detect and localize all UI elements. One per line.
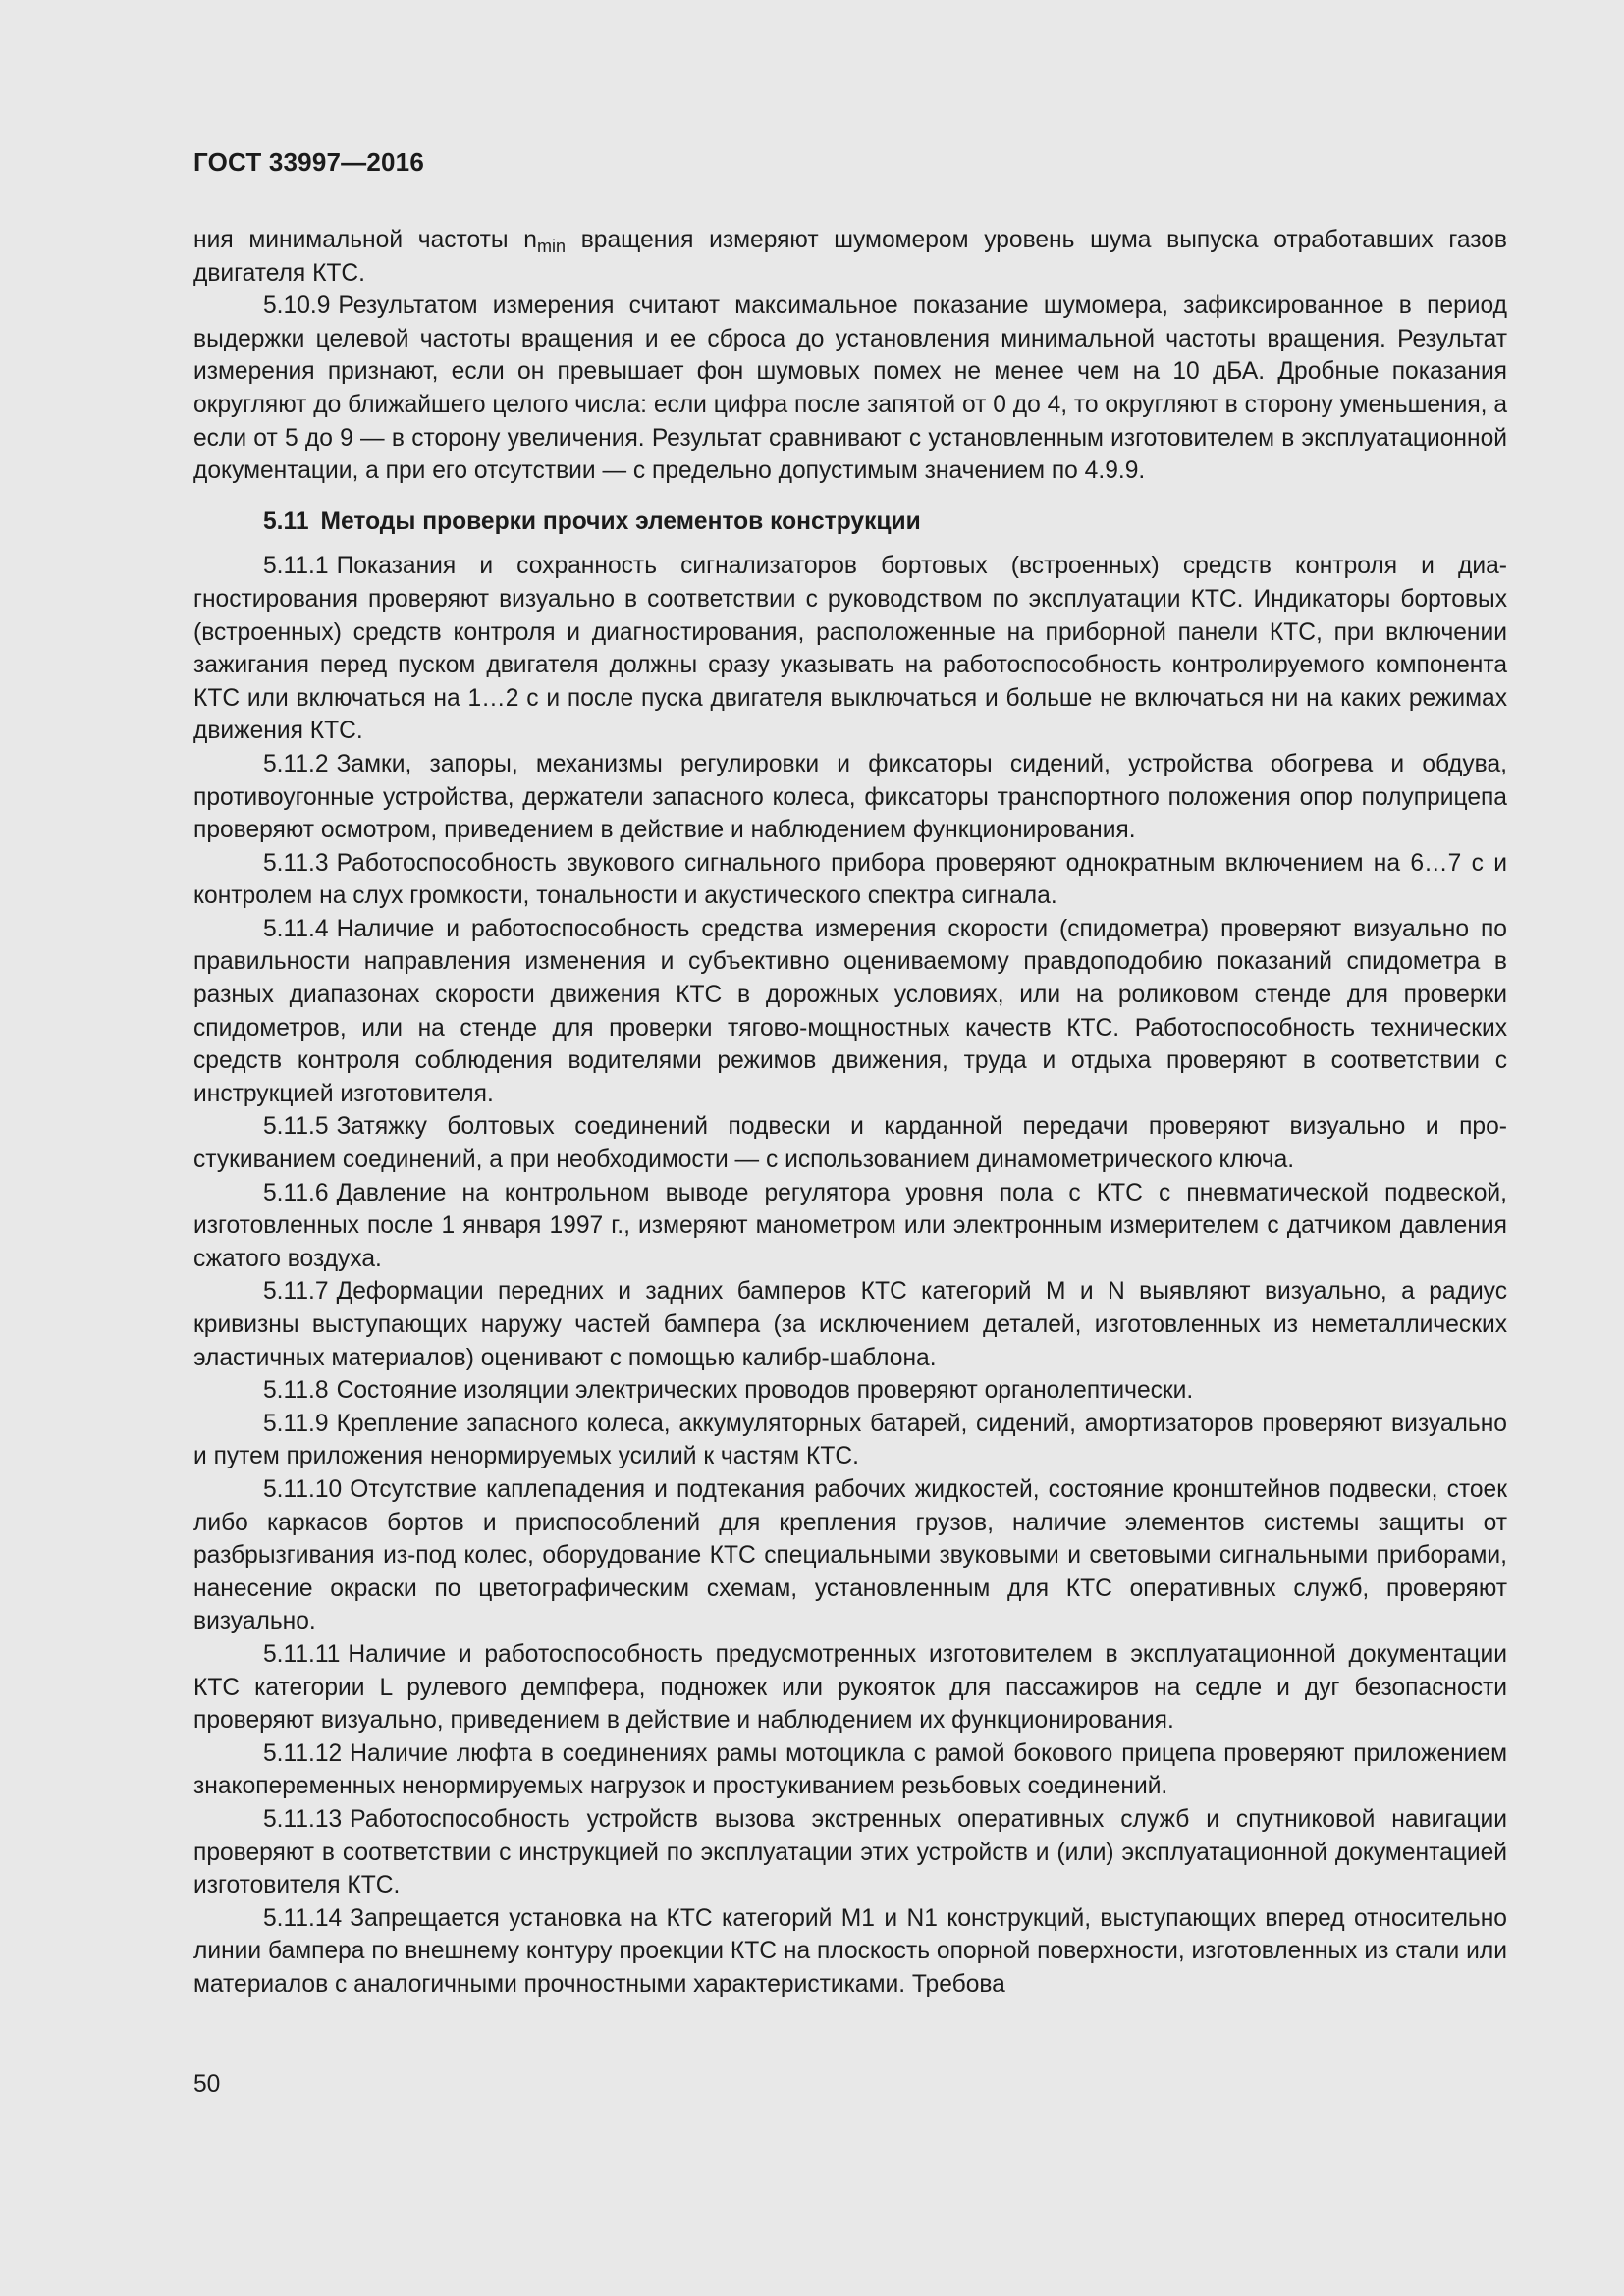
clause-text: Результатом измерения считают максимальное показание шумомера, зафиксированное в период выдержки целевой частоты вращения и ее сброса до установления минимальной частоты вращения. Результат измерения признают, если он превышает фон шумовых помех не менее чем на 10 дБА. Дробные показания округляют до ближайшего целого числа: если цифра после запятой от 0 до 4, то округляют в сторону уменьшения, а если от 5 до 9 — в сторону увеличения. Результат сравнивают с установленным изготовителем в эксплуатационной документации, а при его отсутствии — с предельно допустимым значением по 4.9.9. <box>193 293 1507 485</box>
page-number: 50 <box>193 2071 221 2098</box>
clause-text: Давление на контрольном выводе регулятора уровня пола с КТС с пневматической подвеской, изготовленных после 1 января 1997 г., измеряют манометром или электронным измерителем с датчиком давления сжатого воздуха. <box>193 1179 1507 1272</box>
clause-number: 5.11.4 <box>263 915 329 942</box>
clause-number: 5.11.10 <box>263 1475 343 1503</box>
clause-text: Деформации передних и задних бамперов КТС категорий М и N выявляют визуально, а радиус кривизны выступающих наружу частей бампера (за исключением деталей, изготовленных из неметаллических эластичных материалов) оценивают с помощью калибр-шаблона. <box>193 1278 1507 1371</box>
paragraph-text-end: вращения измеряют шумомером уровень шума выпуска отработавших газов двигателя КТС. <box>193 227 1507 287</box>
paragraph-text-start: ния минимальной частоты n <box>193 227 537 253</box>
clause-5-11-10 <box>193 1473 1507 1638</box>
clause-5-11-5 <box>193 1110 1507 1176</box>
clause-5-11-1 <box>193 550 1507 748</box>
clause-number: 5.10.9 <box>263 293 331 320</box>
clause-number: 5.11.6 <box>263 1179 329 1206</box>
section-number: 5.11 <box>263 507 309 535</box>
section-heading <box>193 506 1507 539</box>
clause-5-11-9 <box>193 1408 1507 1473</box>
clause-number: 5.11.13 <box>263 1805 343 1833</box>
clause-text: Замки, запоры, механизмы регулировки и фиксаторы сидений, устройства обогрева и обдува, противоугонные устройства, держатели запасного колеса, фиксаторы транспортного положения опор полуприцепа проверяют осмотром, приведением в действие и наблюдением функционирования. <box>193 750 1507 844</box>
section-title: Методы проверки прочих элементов конструкции <box>320 507 921 535</box>
continued-paragraph <box>193 224 1507 290</box>
clause-text: Показания и сохранность сигнализаторов бортовых (встроенных) средств контроля и диагностирования проверяют визуально в соответствии с руководством по эксплуатации КТС. Индикаторы бортовых (встроенных) средств контроля и диагностирования, расположенные на приборной панели КТС, при включении зажигания перед пуском двигателя должны сразу указывать на работоспособность контролируемого компонента КТС или включаться на 1…2 с и после пуска двигателя выключаться и больше не включаться ни на каких режимах движения КТС. <box>193 553 1507 745</box>
clause-5-11-14 <box>193 1902 1507 2002</box>
document-body <box>193 224 1507 2001</box>
clause-5-11-4 <box>193 913 1507 1111</box>
clause-text: Отсутствие каплепадения и подтекания рабочих жидкостей, состояние кронштейнов подвески, стоек либо каркасов бортов и приспособлений для крепления грузов, наличие элементов системы защиты от разбрызгивания из-под колес, оборудование КТС специальными звуковыми и световыми сигнальными приборами, нанесение окраски по цветографическим схемам, установленным для КТС оперативных служб, проверяют визуально. <box>193 1475 1507 1635</box>
clause-number: 5.11.5 <box>263 1113 329 1141</box>
document-header: ГОСТ 33997—2016 <box>193 147 424 177</box>
clause-text: Затяжку болтовых соединений подвески и карданной передачи проверяют визуально и простукиванием соединений, а при необходимости — с использованием динамометрического ключа. <box>193 1113 1507 1174</box>
clause-5-11-8 <box>193 1374 1507 1408</box>
clause-number: 5.11.3 <box>263 849 329 877</box>
clause-number: 5.11.11 <box>263 1640 341 1668</box>
clause-number: 5.11.2 <box>263 750 329 777</box>
clause-5-11-7 <box>193 1275 1507 1374</box>
clause-text: Работоспособность звукового сигнального прибора проверяют однократным включением на 6…7 с и контролем на слух громкости, тональности и акустического спектра сигнала. <box>193 849 1507 910</box>
clause-5-11-11 <box>193 1638 1507 1737</box>
clause-text: Крепление запасного колеса, аккумуляторных батарей, сидений, амортизаторов проверяют визуально и путем приложения ненормируемых усилий к частям КТС. <box>193 1410 1507 1470</box>
clause-text: Наличие и работоспособность предусмотренных изготовителем в эксплуатационной документации КТС категории L рулевого демпфера, подножек или рукояток для пассажиров на седле и дуг безопасности проверяют визуально, приведением в действие и наблюдением их функционирования. <box>193 1640 1507 1735</box>
clause-number: 5.11.7 <box>263 1278 329 1306</box>
clause-5-11-6 <box>193 1177 1507 1276</box>
clause-5-10-9 <box>193 290 1507 488</box>
clause-text: Состояние изоляции электрических проводов проверяют органолептически. <box>336 1377 1194 1405</box>
clause-text: Наличие и работоспособность средства измерения скорости (спидометра) проверяют визуально по правильности направления изменения и субъективно оцениваемому правдоподобию показаний спидометра в разных диапазонах скорости движения КТС в дорожных условиях, или на роликовом стенде для проверки спидометров, или на стенде для проверки тягово-мощностных качеств КТС. Работоспособность технических средств контроля соблюдения водителями режимов движения, труда и отдыха проверяют в соответствии с инструкцией изготовителя. <box>193 915 1507 1107</box>
clause-5-11-13 <box>193 1803 1507 1902</box>
clause-number: 5.11.1 <box>263 553 329 580</box>
clause-number: 5.11.9 <box>263 1410 329 1437</box>
subscript-min: min <box>537 237 567 256</box>
clause-5-11-2 <box>193 748 1507 847</box>
clause-number: 5.11.8 <box>263 1377 329 1405</box>
clause-text: Запрещается установка на КТС категорий М1 и N1 конструкций, выступающих вперед относительно линии бампера по внешнему контуру проекции КТС на плоскость опорной поверхности, изготовленных из стали или материалов с аналогичными прочностными характеристиками. Требова <box>193 1904 1507 1998</box>
clause-text: Наличие люфта в соединениях рамы мотоцикла с рамой бокового прицепа проверяют приложением знакопеременных ненормируемых нагрузок и простукиванием резьбовых соединений. <box>193 1739 1507 1800</box>
clause-5-11-3 <box>193 847 1507 913</box>
clause-number: 5.11.14 <box>263 1904 343 1932</box>
clause-text: Работоспособность устройств вызова экстренных оперативных служб и спутниковой навигации проверяют в соответствии с инструкцией по эксплуатации этих устройств и (или) эксплуатационной документацией изготовителя КТС. <box>193 1805 1507 1899</box>
clause-5-11-12 <box>193 1737 1507 1803</box>
clause-number: 5.11.12 <box>263 1739 343 1767</box>
